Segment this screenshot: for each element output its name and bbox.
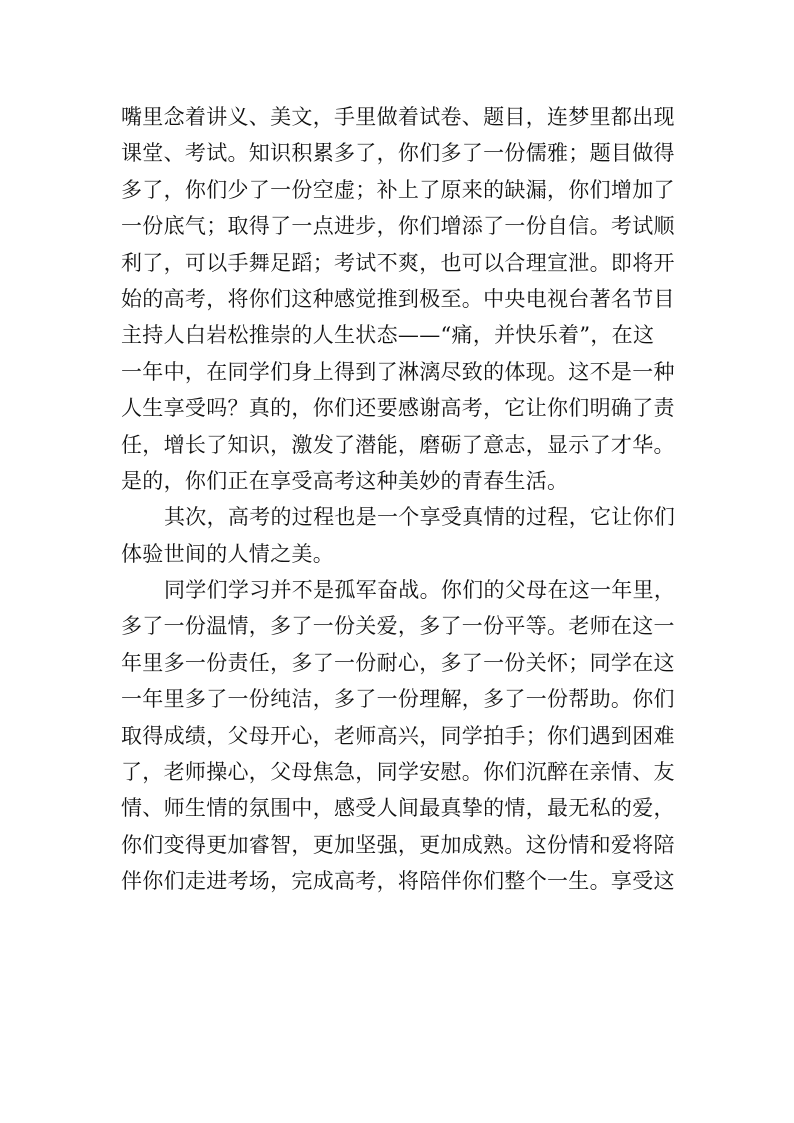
- text-line: 一年中，在同学们身上得到了淋漓尽致的体现。这不是一种: [121, 359, 675, 384]
- text-line: 情、师生情的氛围中，感受人间最真挚的情，最无私的爱，: [121, 796, 675, 821]
- text-line: 是的，你们正在享受高考这种美妙的青春生活。: [121, 468, 569, 493]
- text-line: 一份底气；取得了一点进步，你们增添了一份自信。考试顺: [121, 214, 675, 239]
- text-line: 年里多一份责任，多了一份耐心，多了一份关怀；同学在这: [121, 650, 675, 675]
- text-line: 课堂、考试。知识积累多了，你们多了一份儒雅；题目做得: [121, 141, 675, 166]
- text-line: 一年里多了一份纯洁，多了一份理解，多了一份帮助。你们: [121, 687, 675, 712]
- body-text: [121, 99, 696, 900]
- text-line: 利了，可以手舞足蹈；考试不爽，也可以合理宣泄。即将开: [121, 250, 675, 275]
- text-line: 了，老师操心，父母焦急，同学安慰。你们沉醉在亲情、友: [121, 760, 675, 785]
- text-line: 多了，你们少了一份空虚；补上了原来的缺漏，你们增加了: [121, 177, 675, 202]
- text-line: 同学们学习并不是孤军奋战。你们的父母在这一年里，: [164, 578, 676, 603]
- text-line: 体验世间的人情之美。: [121, 541, 334, 566]
- text-line: 取得成绩，父母开心，老师高兴，同学拍手；你们遇到困难: [121, 723, 675, 748]
- text-line: 始的高考，将你们这种感觉推到极至。中央电视台著名节目: [121, 286, 675, 311]
- text-line: 多了一份温情，多了一份关爱，多了一份平等。老师在这一: [121, 614, 675, 639]
- text-line: 主持人白岩松推崇的人生状态——“痛，并快乐着”，在这: [121, 323, 655, 348]
- text-line: 伴你们走进考场，完成高考，将陪伴你们整个一生。享受这: [121, 869, 675, 894]
- text-line: 你们变得更加睿智，更加坚强，更加成熟。这份情和爱将陪: [121, 832, 675, 857]
- text-line: 嘴里念着讲义、美文，手里做着试卷、题目，连梦里都出现: [121, 105, 675, 129]
- text-line: 任，增长了知识，激发了潜能，磨砺了意志，显示了才华。: [121, 432, 675, 457]
- text-line: 人生享受吗？真的，你们还要感谢高考，它让你们明确了责: [121, 396, 675, 421]
- text-line: 其次，高考的过程也是一个享受真情的过程，它让你们: [164, 505, 676, 530]
